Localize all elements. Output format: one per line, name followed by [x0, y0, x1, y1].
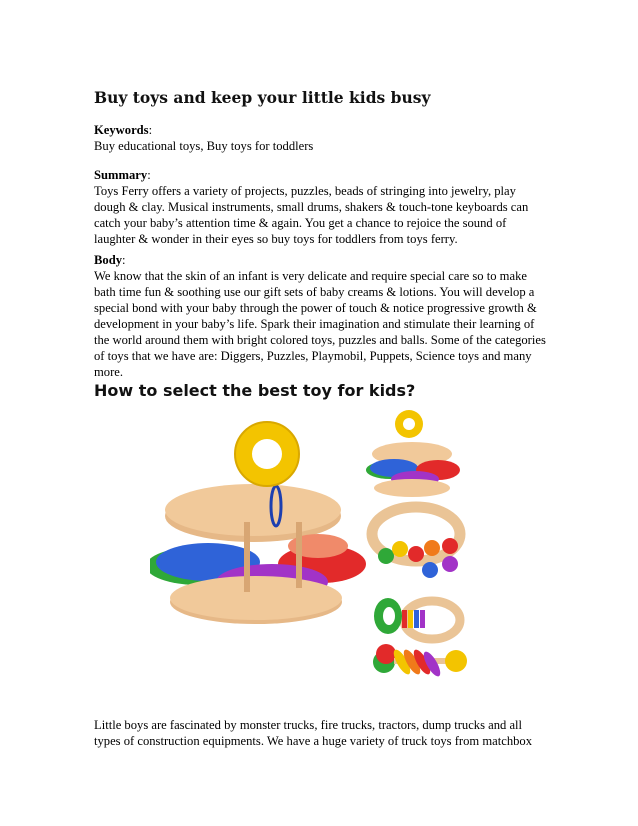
- keywords-line: Buy educational toys, Buy toys for toddlers: [94, 139, 314, 153]
- page-title: Buy toys and keep your little kids busy: [94, 88, 431, 107]
- toy-rattle-image: [150, 404, 480, 706]
- body-line: development in your baby’s life. Spark their imagination and stimulate their learning of: [94, 317, 535, 331]
- body-line: of toys that we have are: Diggers, Puzzles, Playmobil, Puppets, Science toys and many: [94, 349, 532, 363]
- bead-ring-rattle: [372, 507, 460, 578]
- summary-line: catch your baby’s attention time & again. You get a chance to rejoice the sound of: [94, 216, 507, 230]
- keywords-label: Keywords: [94, 123, 149, 137]
- closing-line: Little boys are fascinated by monster trucks, fire trucks, tractors, dump trucks and all: [94, 718, 523, 732]
- body-line: We know that the skin of an infant is very delicate and require special care so to make: [94, 269, 527, 283]
- summary-section: Summary: Toys Ferry offers a variety of projects, puzzles, beads of stringing into jewelry, play dough & clay. Musical instruments, small drums, shakers & touch-tone keyboards can catch your baby’s attention time & again. You get a chance to rejoice the sound of laughter & wonder in their eyes so buy toys for toddlers from toys ferry.: [94, 167, 554, 247]
- body-label: Body: [94, 253, 122, 267]
- summary-line: laughter & wonder in their eyes so buy toys for toddlers from toys ferry.: [94, 232, 458, 246]
- main-rattle: [150, 422, 366, 624]
- keywords-section: Keywords: Buy educational toys, Buy toys for toddlers: [94, 122, 554, 154]
- closing-line: types of construction equipments. We have a huge variety of truck toys from matchbox: [94, 734, 533, 748]
- spiral-rattle: [373, 644, 467, 679]
- body-line: bath time fun & soothing use our gift sets of baby creams & lotions. You will develop a: [94, 285, 535, 299]
- summary-line: dough & clay. Musical instruments, small drums, shakers & touch-tone keyboards can: [94, 200, 529, 214]
- body-section: Body: We know that the skin of an infant is very delicate and require special care so to make bath time fun & soothing use our gift sets of baby creams & lotions. You will develop a special bond with your baby through the power of touch & notice progressive growth & development in your baby’s life. Spark their imagination and stimulate their learning of the world around them with bright colored toys, puzzles and balls. Some of the categories of toys that we have are: Diggers, Puzzles, Playmobil, Puppets, Science toys and many more.: [94, 252, 554, 380]
- body-line: more.: [94, 365, 124, 379]
- body-line: special bond with your baby through the power of touch & notice progressive growth &: [94, 301, 537, 315]
- summary-line: Toys Ferry offers a variety of projects, puzzles, beads of stringing into jewelry, play: [94, 184, 516, 198]
- closing-paragraph: [94, 717, 554, 749]
- section-heading: How to select the best toy for kids?: [94, 381, 416, 400]
- body-line: the world around them with bright colored toys, puzzles and balls. Some of the categories: [94, 333, 546, 347]
- summary-label: Summary: [94, 168, 148, 182]
- disc-ring-rattle: [374, 598, 460, 639]
- small-rattle: [366, 410, 460, 497]
